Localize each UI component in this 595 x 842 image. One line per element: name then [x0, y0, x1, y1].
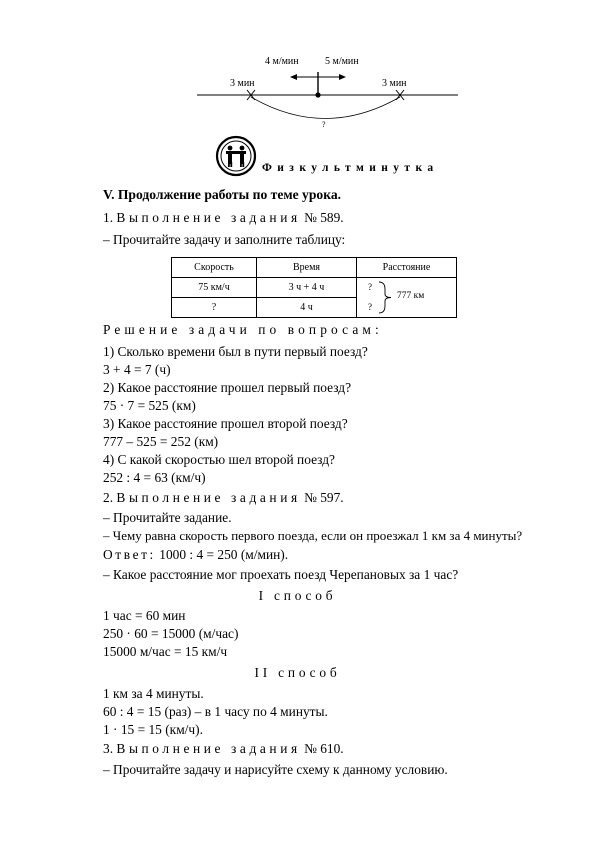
- task-597-heading: [103, 490, 344, 506]
- task-589-prefix: 1.: [103, 210, 114, 225]
- fizminutka-title: Физкультминутка: [262, 162, 439, 174]
- task-589-num: № 589.: [304, 210, 344, 225]
- solution-line: 3) Какое расстояние прошел второй поезд?: [103, 416, 348, 431]
- brace-icon: [378, 281, 392, 314]
- task-597-prefix: 2.: [103, 490, 114, 505]
- solution-line: 777 – 525 = 252 (км): [103, 434, 219, 449]
- table-header-distance: Расстояние: [357, 258, 457, 278]
- solution-line: 75 · 7 = 525 (км): [103, 398, 196, 413]
- task-597-question: – Какое расстояние мог проехать поезд Черепановых за 1 час?: [103, 567, 459, 582]
- speed-left-label: 4 м/мин: [265, 56, 299, 67]
- time-right-label: 3 мин: [382, 78, 407, 89]
- solution-line: 2) Какое расстояние прошел первый поезд?: [103, 380, 352, 395]
- table-header-speed: Скорость: [172, 258, 257, 278]
- distance-question-mark: ?: [322, 120, 326, 129]
- time-left-label: 3 мин: [230, 78, 255, 89]
- task-589-heading: [103, 210, 344, 226]
- table-row: [172, 278, 457, 298]
- two-people-icon: [214, 135, 258, 177]
- solution-line: 252 : 4 = 63 (км/ч): [103, 470, 206, 485]
- table-cell: 75 км/ч: [172, 278, 257, 298]
- task-589-spaced: Выполнение задания: [116, 210, 301, 225]
- speed-right-label: 5 м/мин: [325, 56, 359, 67]
- task-597-line: – Чему равна скорость первого поезда, если он проезжал 1 км за 4 минуты?: [103, 528, 523, 543]
- task-610-spaced: Выполнение задания: [116, 741, 301, 756]
- answer-text: 1000 : 4 = 250 (м/мин).: [159, 547, 289, 562]
- data-table: [171, 257, 457, 318]
- motion-diagram: [0, 0, 595, 140]
- solution-line: 1) Сколько времени был в пути первый поезд?: [103, 344, 368, 359]
- task-610-prefix: 3.: [103, 741, 114, 756]
- method-2-title: II способ: [254, 665, 341, 680]
- task-610-heading: [103, 741, 344, 757]
- method-2-line: 60 : 4 = 15 (раз) – в 1 часу по 4 минуты.: [103, 704, 328, 719]
- task-610-num: № 610.: [304, 741, 344, 756]
- distance-q2: ?: [368, 302, 372, 312]
- method-1-line: 250 · 60 = 15000 (м/час): [103, 626, 239, 641]
- table-distance-cell: [357, 278, 457, 318]
- method-2-line: 1 · 15 = 15 (км/ч).: [103, 722, 203, 737]
- distance-q1: ?: [368, 282, 372, 292]
- answer-line: [103, 547, 288, 563]
- answer-label: Ответ:: [103, 547, 156, 562]
- task-597-num: № 597.: [304, 490, 344, 505]
- solution-heading: Решение задачи по вопросам:: [103, 322, 383, 337]
- method-1-title: I способ: [258, 588, 337, 603]
- solution-line: 3 + 4 = 7 (ч): [103, 362, 171, 377]
- solution-line: 4) С какой скоростью шел второй поезд?: [103, 452, 335, 467]
- task-597-spaced: Выполнение задания: [116, 490, 301, 505]
- method-1-line: 15000 м/час = 15 км/ч: [103, 644, 228, 659]
- section-heading: V. Продолжение работы по теме урока.: [103, 187, 342, 202]
- method-1-line: 1 час = 60 мин: [103, 608, 186, 623]
- distance-total: 777 км: [397, 291, 425, 301]
- method-2-line: 1 км за 4 минуты.: [103, 686, 204, 701]
- task-610-instruction: – Прочитайте задачу и нарисуйте схему к данному условию.: [103, 762, 448, 777]
- table-cell: ?: [172, 298, 257, 318]
- table-header-time: Время: [257, 258, 357, 278]
- task-597-line: – Прочитайте задание.: [103, 510, 232, 525]
- table-header-row: [172, 258, 457, 278]
- table-cell: 3 ч + 4 ч: [257, 278, 357, 298]
- task-589-instruction: – Прочитайте задачу и заполните таблицу:: [103, 232, 346, 247]
- table-cell: 4 ч: [257, 298, 357, 318]
